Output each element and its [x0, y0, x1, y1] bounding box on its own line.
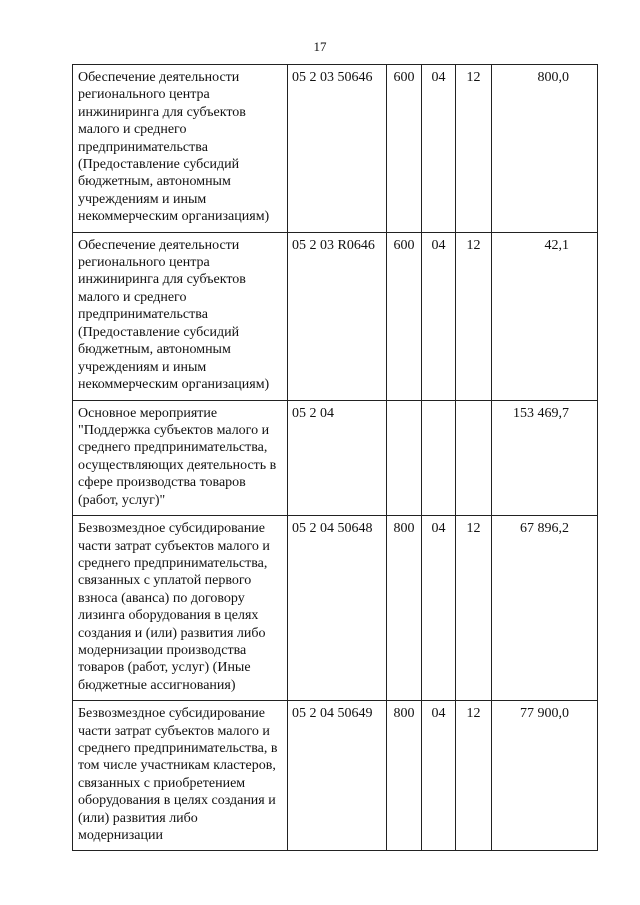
amount-cell: 42,1	[492, 232, 598, 400]
section-cell: 04	[422, 232, 456, 400]
subsection-cell: 12	[456, 232, 492, 400]
table-row	[73, 516, 598, 701]
section-cell: 04	[422, 65, 456, 233]
table-row	[73, 400, 598, 515]
table-row	[73, 65, 598, 233]
target-article-code-cell: 05 2 04 50649	[288, 701, 387, 851]
row-name-cell: Безвозмездное субсидирование части затрат субъектов малого и среднего предпринимательства, связанных с уплатой первого взноса (аванса) по договору лизинга оборудования в целях создания и (или) развития либо модернизации производства товаров (работ, услуг) (Иные бюджетные ассигнования)	[73, 516, 288, 701]
subsection-cell: 12	[456, 701, 492, 851]
expense-type-cell: 800	[387, 516, 422, 701]
target-article-code-cell: 05 2 03 50646	[288, 65, 387, 233]
table-row	[73, 232, 598, 400]
section-cell	[422, 400, 456, 515]
expense-type-cell	[387, 400, 422, 515]
table-row	[73, 701, 598, 851]
amount-cell: 153 469,7	[492, 400, 598, 515]
section-cell: 04	[422, 701, 456, 851]
expense-type-cell: 600	[387, 65, 422, 233]
target-article-code-cell: 05 2 04	[288, 400, 387, 515]
target-article-code-cell: 05 2 03 R0646	[288, 232, 387, 400]
subsection-cell	[456, 400, 492, 515]
expense-type-cell: 800	[387, 701, 422, 851]
row-name-cell: Безвозмездное субсидирование части затрат субъектов малого и среднего предпринимательства, в том числе участникам кластеров, связанных с приобретением оборудования в целях создания и (или) развития либо модернизации	[73, 701, 288, 851]
amount-cell: 800,0	[492, 65, 598, 233]
row-name-cell: Обеспечение деятельности регионального центра инжиниринга для субъектов малого и среднего предпринимательства (Предоставление субсидий бюджетным, автономным учреждениям и иным некоммерческим организациям)	[73, 232, 288, 400]
row-name-cell: Обеспечение деятельности регионального центра инжиниринга для субъектов малого и среднего предпринимательства (Предоставление субсидий бюджетным, автономным учреждениям и иным некоммерческим организациям)	[73, 65, 288, 233]
subsection-cell: 12	[456, 516, 492, 701]
row-name-cell: Основное мероприятие "Поддержка субъектов малого и среднего предпринимательства, осуществляющих деятельность в сфере производства товаров (работ, услуг)"	[73, 400, 288, 515]
expense-type-cell: 600	[387, 232, 422, 400]
subsection-cell: 12	[456, 65, 492, 233]
target-article-code-cell: 05 2 04 50648	[288, 516, 387, 701]
section-cell: 04	[422, 516, 456, 701]
budget-table	[72, 64, 598, 851]
amount-cell: 67 896,2	[492, 516, 598, 701]
amount-cell: 77 900,0	[492, 701, 598, 851]
page-number: 17	[313, 39, 327, 54]
